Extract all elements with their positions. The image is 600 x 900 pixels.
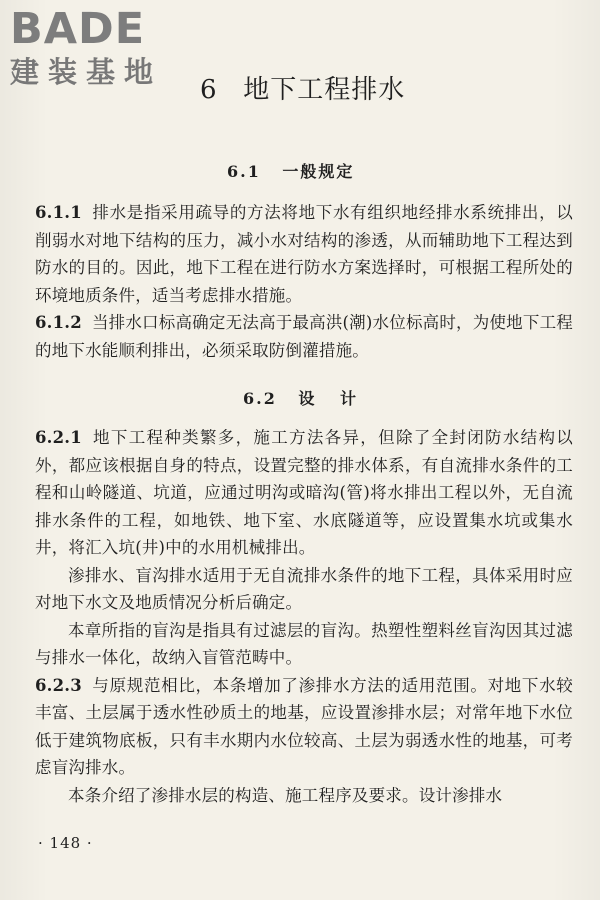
chapter-number: 6 [200, 75, 218, 105]
section-number-6-2: 6.2 [243, 389, 277, 408]
clause-6-2-1 [35, 424, 573, 562]
watermark-logo-text: BADE [10, 4, 146, 54]
clause-number-6-1-1: 6.1.1 [35, 203, 82, 222]
section-title-6-2: 设 计 [298, 389, 366, 408]
watermark-chinese-text: 建装基地 [10, 55, 163, 89]
clause-text-6-1-1: 排水是指采用疏导的方法将地下水有组织地经排水系统排出，以削弱水对地下结构的压力，减小水对结构的渗透，从而辅助地下工程达到防水的目的。因此，地下工程在进行防水方案选择时，可根据工程所处的环境地质条件，适当考虑排水措施。 [35, 203, 573, 305]
clause-6-2-3 [35, 672, 573, 782]
section-number-6-1: 6.1 [227, 162, 261, 181]
clause-text-6-2-3: 与原规范相比，本条增加了渗排水方法的适用范围。对地下水较丰富、土层属于透水性砂质土的地基，应设置渗排水层；对常年地下水位低于建筑物底板，只有丰水期内水位较高、土层为弱透水性的地基，可考虑盲沟排水。 [35, 675, 573, 777]
section-heading-6-1 [227, 161, 354, 183]
clause-text-6-2-1: 地下工程种类繁多，施工方法各异，但除了全封闭防水结构以外，都应该根据自身的特点，设置完整的排水体系，有自流排水条件的工程和山岭隧道、坑道，应通过明沟或暗沟(管)将水排出工程以外，无自流排水条件的工程，如地铁、地下室、水底隧道等，应设置集水坑或集水井，将汇入坑(井)中的水用机械排出。 [35, 428, 573, 557]
clause-6-1-1 [35, 199, 573, 309]
chapter-title-text: 地下工程排水 [243, 75, 406, 105]
clause-number-6-2-1: 6.2.1 [35, 428, 82, 447]
clause-6-1-2 [35, 309, 573, 364]
clause-number-6-2-3: 6.2.3 [35, 675, 82, 695]
page-number: · 148 · [38, 834, 93, 852]
bade-watermark-logo [10, 4, 190, 93]
section-heading-6-2 [243, 388, 366, 410]
section-6-1-body [35, 199, 573, 364]
paragraph-blind-ditch: 本章所指的盲沟是指具有过滤层的盲沟。热塑性塑料丝盲沟因其过滤与排水一体化，故纳入盲管范畴中。 [35, 620, 573, 667]
section-title-6-1: 一般规定 [282, 162, 355, 181]
clause-text-6-1-2: 当排水口标高确定无法高于最高洪(潮)水位标高时，为使地下工程的地下水能顺利排出，必须采取防倒灌措施。 [35, 313, 573, 360]
clause-number-6-1-2: 6.1.2 [35, 313, 82, 332]
paragraph-seepage-layer: 本条介绍了渗排水层的构造、施工程序及要求。设计渗排水 [68, 785, 503, 805]
paragraph-seepage-drainage: 渗排水、盲沟排水适用于无自流排水条件的地下工程，具体采用时应对地下水文及地质情况分析后确定。 [35, 565, 573, 612]
section-6-2-body [35, 424, 573, 809]
chapter-title [200, 74, 406, 106]
